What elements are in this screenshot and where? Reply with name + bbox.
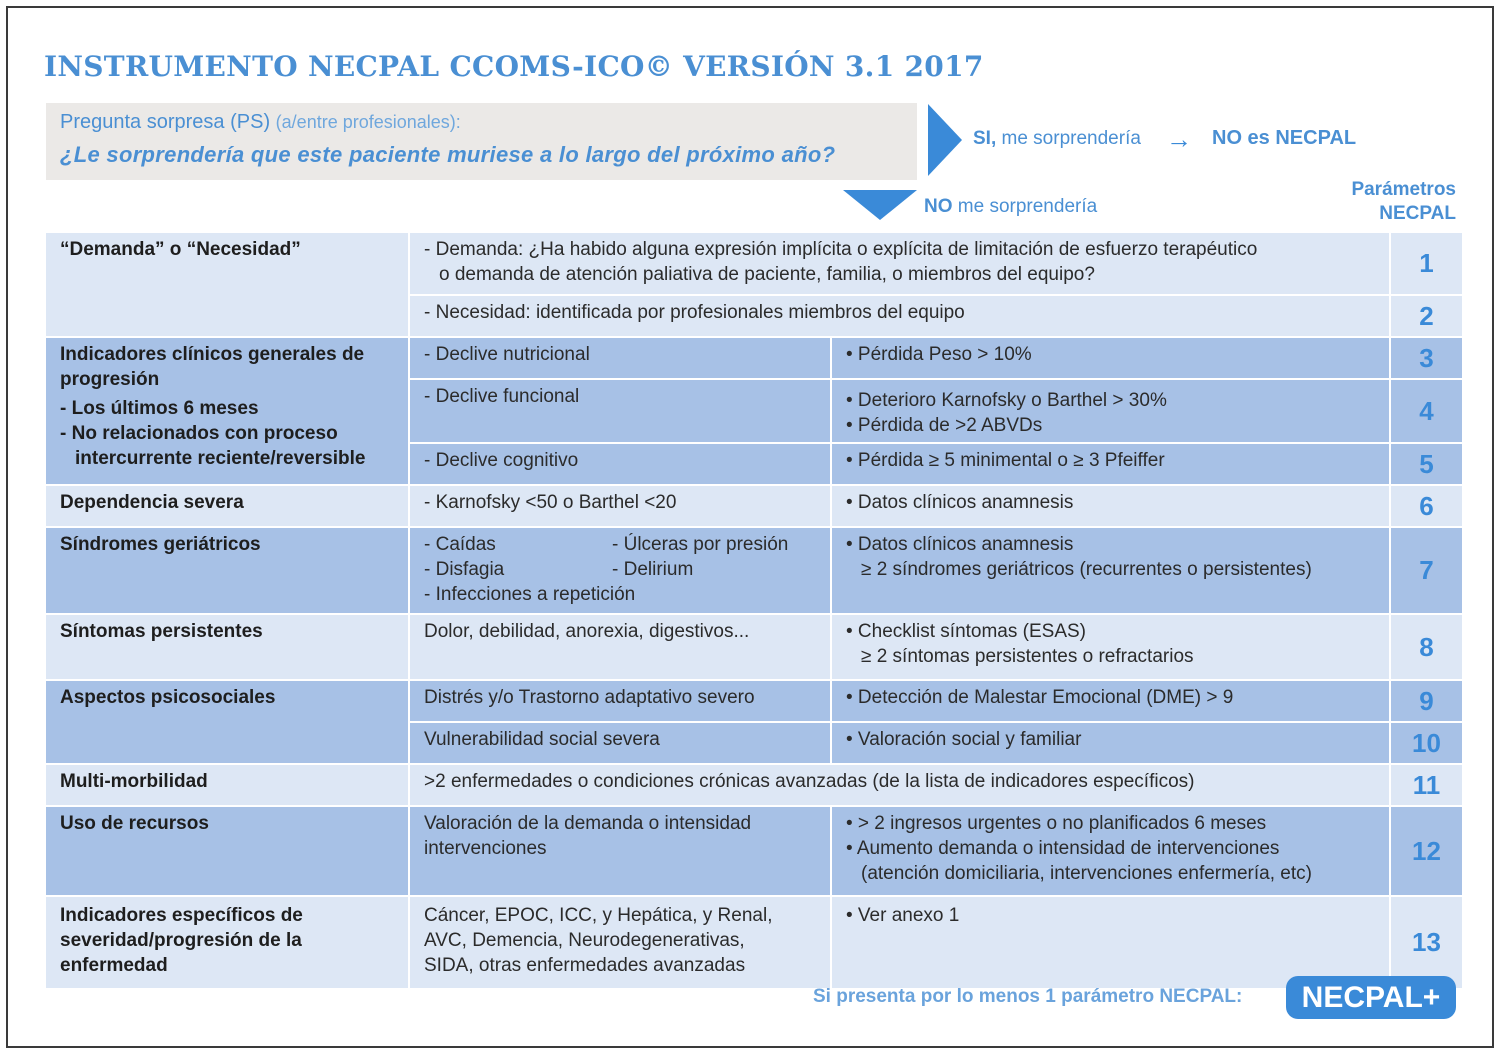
category-especificos xyxy=(46,897,408,988)
category-clinicos xyxy=(46,338,408,484)
especificos-left3: SIDA, otras enfermedades avanzadas xyxy=(424,955,746,976)
category-recursos: Uso de recursos xyxy=(46,807,408,895)
perdida-peso: • Pérdida Peso > 10% xyxy=(832,338,1389,378)
yes-result: NO es NECPAL xyxy=(1212,127,1357,149)
necesidad-text: - Necesidad: identificada por profesionales miembros del equipo xyxy=(410,296,1389,336)
sintomas-right xyxy=(832,615,1389,679)
params-header xyxy=(1351,178,1456,226)
sindromes-disfagia: - Disfagia xyxy=(424,559,505,580)
param-5: 5 xyxy=(1391,444,1462,484)
param-1: 1 xyxy=(1391,233,1462,294)
declive-nutricional: - Declive nutricional xyxy=(410,338,830,378)
dependencia-right: • Datos clínicos anamnesis xyxy=(832,486,1389,526)
param-13: 13 xyxy=(1391,897,1462,988)
deterioro-line1: • Deterioro Karnofsky o Barthel > 30% xyxy=(846,390,1167,411)
declive-cognitivo: - Declive cognitivo xyxy=(410,444,830,484)
params-header-line1: Parámetros xyxy=(1351,179,1456,200)
especificos-left1: Cáncer, EPOC, ICC, y Hepática, y Renal, xyxy=(424,905,773,926)
param-10: 10 xyxy=(1391,723,1462,763)
psico-right-2: • Valoración social y familiar xyxy=(832,723,1389,763)
sindromes-ulceras: - Úlceras por presión xyxy=(612,534,789,555)
sindromes-right xyxy=(832,528,1389,613)
category-sindromes: Síndromes geriátricos xyxy=(46,528,408,613)
especificos-cat1: Indicadores específicos de xyxy=(60,905,303,926)
psico-left-2: Vulnerabilidad social severa xyxy=(410,723,830,763)
recursos-left xyxy=(410,807,830,895)
especificos-left xyxy=(410,897,830,988)
recursos-right1: • > 2 ingresos urgentes o no planificados 6 meses xyxy=(846,813,1267,834)
sintomas-right1: • Checklist síntomas (ESAS) xyxy=(846,621,1086,642)
clinicos-sub2: - No relacionados con proceso xyxy=(60,423,338,444)
recursos-right2: • Aumento demanda o intensidad de intervenciones xyxy=(846,838,1280,859)
param-12: 12 xyxy=(1391,807,1462,895)
arrow-down-icon xyxy=(843,190,917,220)
category-multi: Multi-morbilidad xyxy=(46,765,408,805)
especificos-cat2: severidad/progresión de la xyxy=(60,930,302,951)
param-4: 4 xyxy=(1391,380,1462,442)
recursos-left2: intervenciones xyxy=(424,838,547,859)
yes-strong: SI, xyxy=(973,128,997,149)
sintomas-right2: ≥ 2 síntomas persistentes o refractarios xyxy=(861,646,1194,667)
no-answer xyxy=(924,196,1097,218)
category-psico: Aspectos psicosociales xyxy=(46,681,408,763)
multi-text: >2 enfermedades o condiciones crónicas avanzadas (de la lista de indicadores específicos) xyxy=(410,765,1389,805)
surprise-label-line xyxy=(60,111,903,134)
especificos-right: • Ver anexo 1 xyxy=(832,897,1389,988)
sindromes-delirium: - Delirium xyxy=(612,559,694,580)
arrow-right-icon xyxy=(928,104,962,176)
sindromes-right1: • Datos clínicos anamnesis xyxy=(846,534,1074,555)
sindromes-left xyxy=(410,528,830,613)
demanda-line2: o demanda de atención paliativa de paciente, familia, o miembros del equipo? xyxy=(439,264,1095,285)
recursos-right3: (atención domiciliaria, intervenciones enfermería, etc) xyxy=(861,863,1312,884)
surprise-sublabel: (a/entre profesionales): xyxy=(275,112,461,132)
no-rest: me sorprendería xyxy=(952,196,1098,217)
clinicos-sub3: intercurrente reciente/reversible xyxy=(75,448,366,469)
especificos-left2: AVC, Demencia, Neurodegenerativas, xyxy=(424,930,745,951)
especificos-cat3: enfermedad xyxy=(60,955,168,976)
param-8: 8 xyxy=(1391,615,1462,679)
clinicos-sub1: - Los últimos 6 meses xyxy=(60,398,259,419)
deterioro-line2: • Pérdida de >2 ABVDs xyxy=(846,415,1043,436)
demanda-line1: - Demanda: ¿Ha habido alguna expresión implícita o explícita de limitación de esfuerzo terapéutico xyxy=(424,239,1258,260)
params-header-line2: NECPAL xyxy=(1379,203,1456,224)
page-title: INSTRUMENTO NECPAL CCOMS-ICO© VERSIÓN 3.1 2017 xyxy=(44,50,984,83)
psico-right-1: • Detección de Malestar Emocional (DME) > 9 xyxy=(832,681,1389,721)
category-dependencia: Dependencia severa xyxy=(46,486,408,526)
psico-left-1: Distrés y/o Trastorno adaptativo severo xyxy=(410,681,830,721)
sindromes-right2: ≥ 2 síndromes geriátricos (recurrentes o persistentes) xyxy=(861,559,1312,580)
yes-rest: me sorprendería xyxy=(996,128,1141,149)
sindromes-infecciones: - Infecciones a repetición xyxy=(424,584,636,605)
no-strong: NO xyxy=(924,196,953,217)
recursos-left1: Valoración de la demanda o intensidad xyxy=(424,813,752,834)
sindromes-caidas: - Caídas xyxy=(424,534,496,555)
dependencia-left: - Karnofsky <50 o Barthel <20 xyxy=(410,486,830,526)
category-demanda: “Demanda” o “Necesidad” xyxy=(46,233,408,336)
clinicos-title: Indicadores clínicos generales de progresión xyxy=(60,344,365,390)
arrow-right-small-icon: → xyxy=(1166,124,1192,154)
necpal-plus-badge: NECPAL+ xyxy=(1286,976,1456,1019)
deterioro-funcional xyxy=(832,380,1389,442)
necpal-table xyxy=(46,233,1456,976)
param-3: 3 xyxy=(1391,338,1462,378)
param-6: 6 xyxy=(1391,486,1462,526)
surprise-question: ¿Le sorprendería que este paciente muriese a lo largo del próximo año? xyxy=(60,142,836,167)
param-2: 2 xyxy=(1391,296,1462,336)
demanda-text xyxy=(410,233,1389,294)
param-11: 11 xyxy=(1391,765,1462,805)
param-7: 7 xyxy=(1391,528,1462,613)
category-sintomas: Síntomas persistentes xyxy=(46,615,408,679)
param-9: 9 xyxy=(1391,681,1462,721)
yes-answer xyxy=(973,128,1141,150)
footer-text: Si presenta por lo menos 1 parámetro NECPAL: xyxy=(813,986,1243,1007)
recursos-right xyxy=(832,807,1389,895)
sintomas-left: Dolor, debilidad, anorexia, digestivos... xyxy=(410,615,830,679)
surprise-label: Pregunta sorpresa (PS) xyxy=(60,111,271,133)
perdida-minimental: • Pérdida ≥ 5 minimental o ≥ 3 Pfeiffer xyxy=(832,444,1389,484)
declive-funcional: - Declive funcional xyxy=(410,380,830,442)
surprise-question-box xyxy=(46,103,917,180)
